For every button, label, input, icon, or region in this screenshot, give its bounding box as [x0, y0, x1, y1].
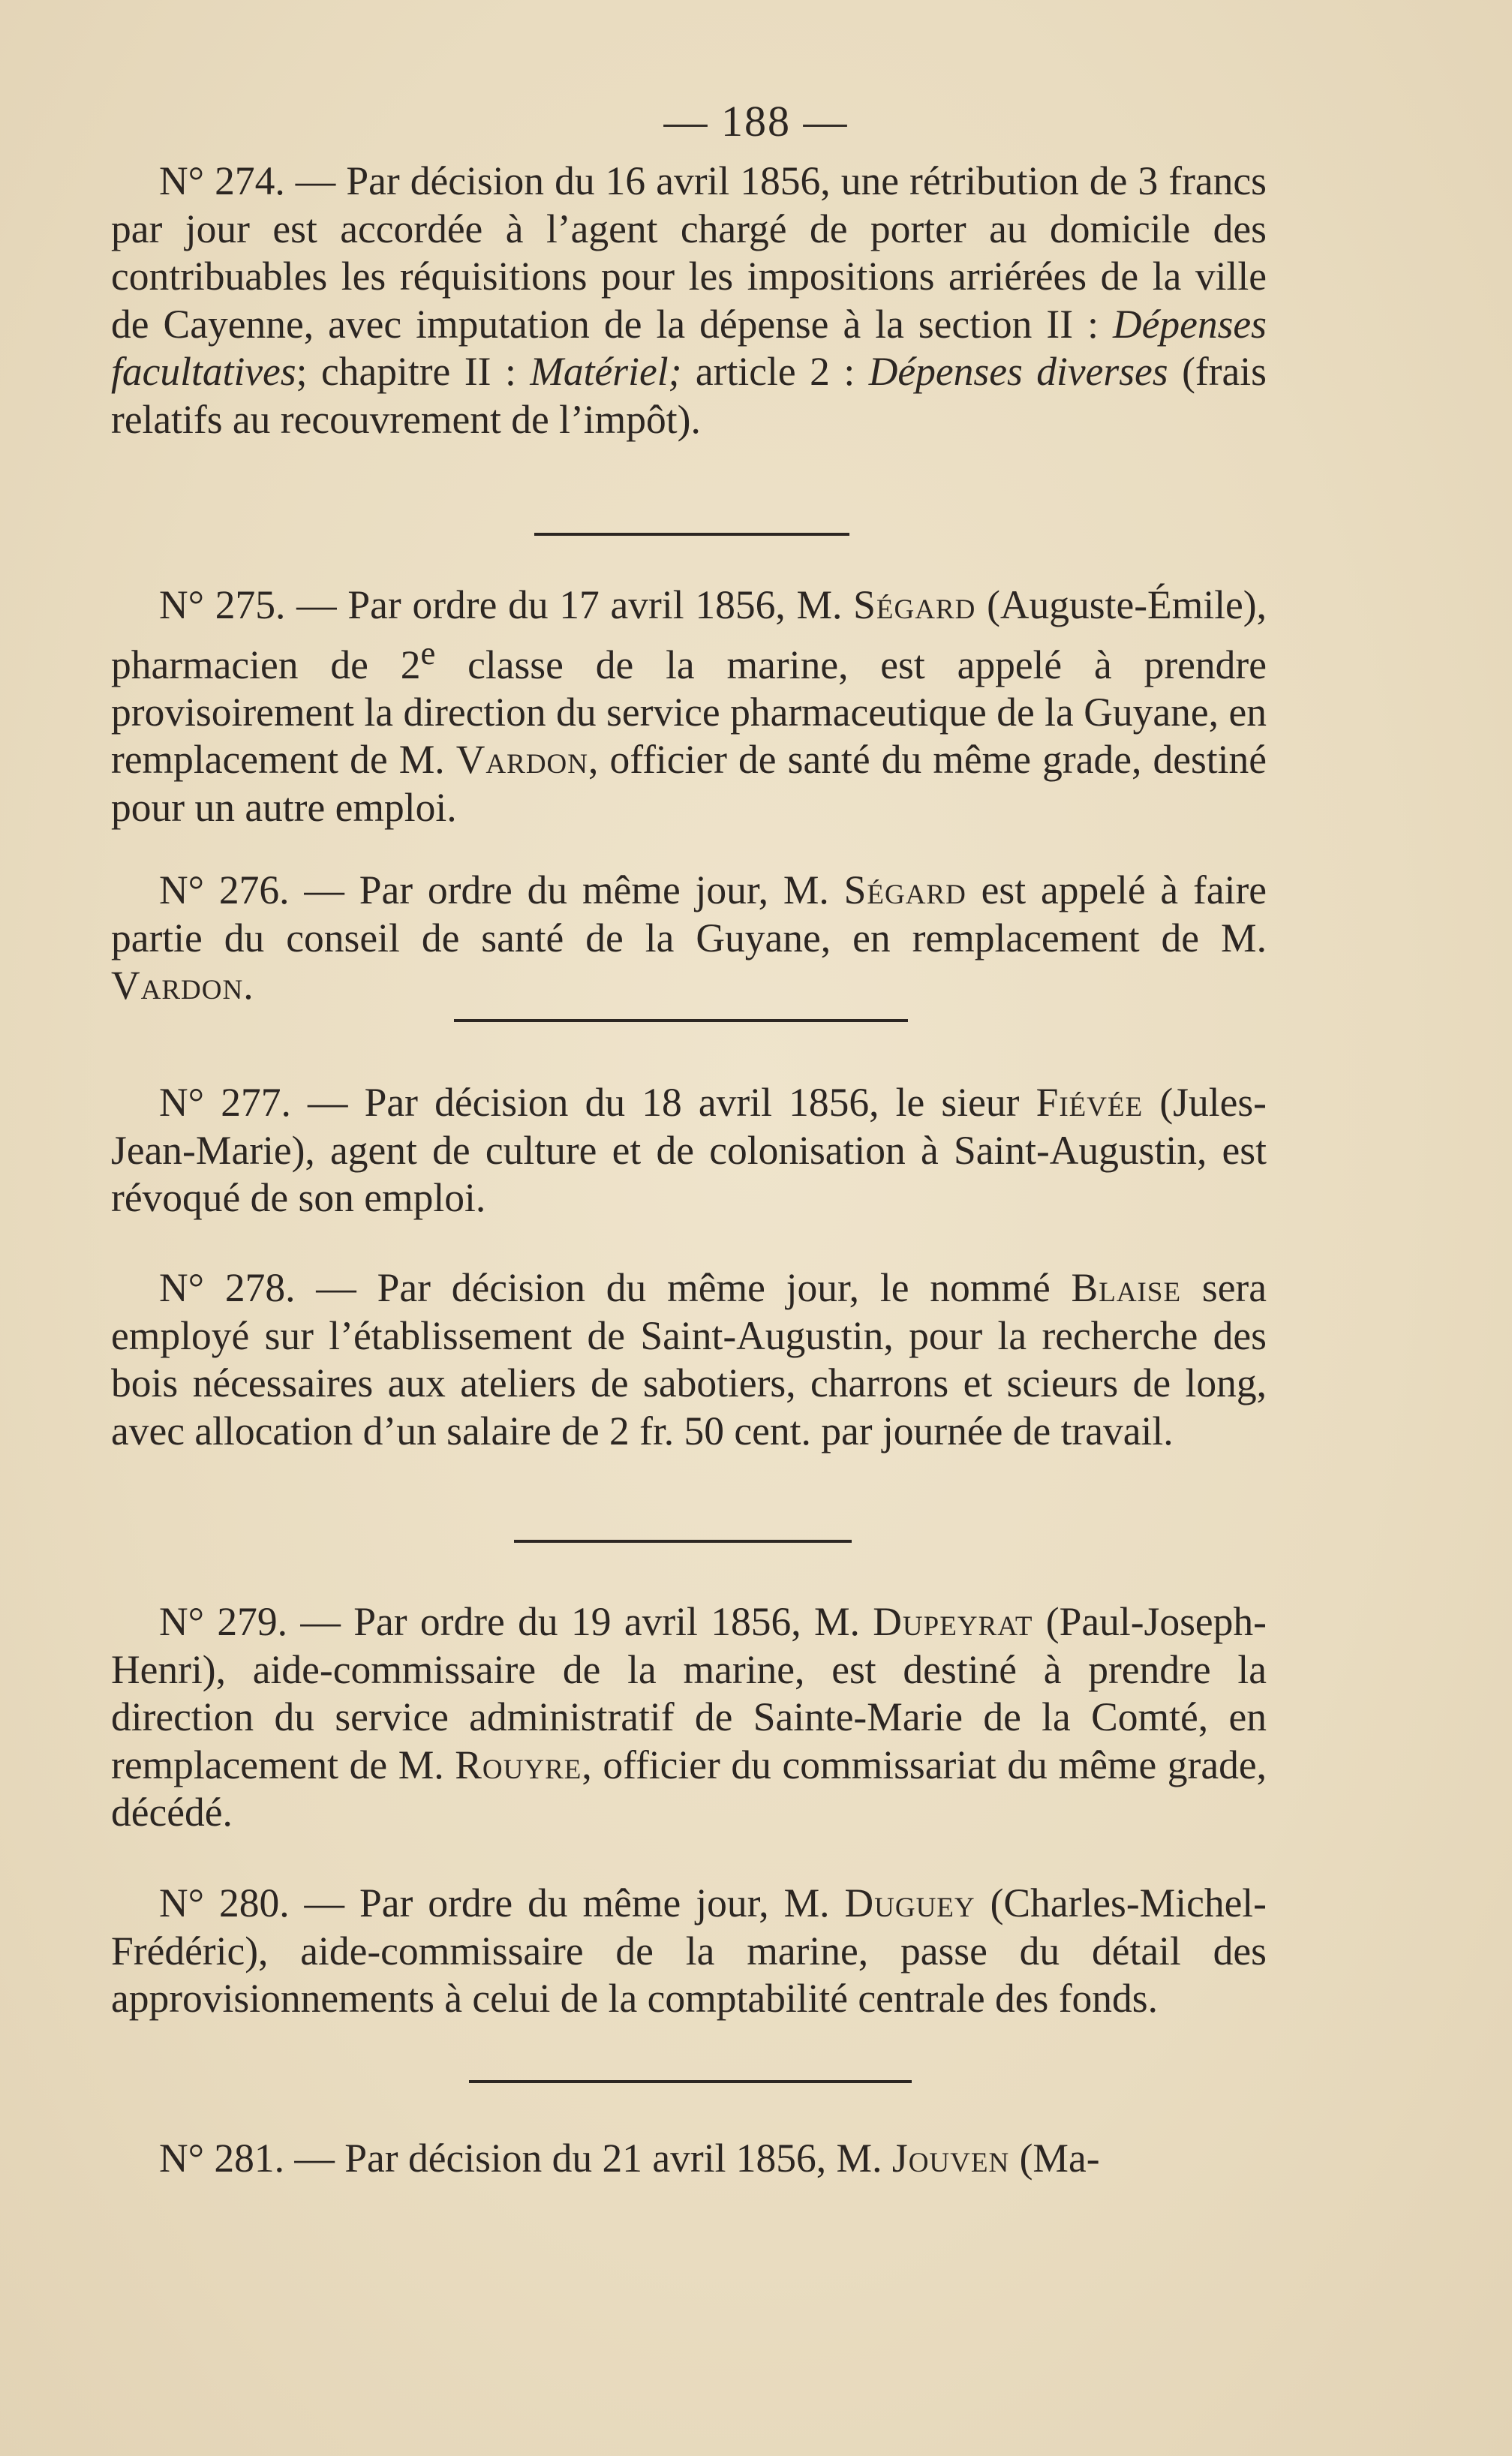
entry-277: N° 277. — Par décision du 18 avril 1856, le sieur Fiévée (Jules-Jean-Marie), agent de culture et de colonisation à Saint-Augustin, est révoqué de son emploi. — [111, 1080, 1267, 1220]
separator-rule — [454, 1019, 908, 1022]
person-name: Blaise — [1071, 1265, 1182, 1310]
person-name: Ségard — [853, 582, 976, 627]
entry-274: N° 274. — Par décision du 16 avril 1856, une rétribution de 3 francs par jour est accordée à l’agent chargé de porter au domicile des contribuables les réquisitions pour les impositions arriérées de la ville de Cayenne, avec imputation de la dépense à la section II : Dépenses facultatives; chapitre II : Matériel; article 2 : Dépenses diverses (frais relatifs au recouvrement de l’impôt). — [111, 158, 1267, 442]
entry-276: N° 276. — Par ordre du même jour, M. Ségard est appelé à faire partie du conseil de santé de la Guyane, en remplacement de M. Vardon. — [111, 867, 1267, 1008]
person-name: Vardon — [111, 963, 244, 1008]
entry-number: N° 274. — [159, 158, 285, 203]
separator-rule — [514, 1540, 852, 1543]
page-number: — 188 — — [663, 97, 849, 146]
entry-number: N° 278. — [159, 1265, 296, 1310]
separator-rule — [534, 533, 849, 536]
person-name: Dupeyrat — [873, 1599, 1033, 1644]
entry-number: N° 277. — [159, 1080, 291, 1125]
entry-number: N° 276. — [159, 867, 290, 912]
entry-number: N° 279. — [159, 1599, 288, 1644]
person-name: Duguey — [844, 1880, 975, 1925]
entry-279: N° 279. — Par ordre du 19 avril 1856, M. Dupeyrat (Paul-Joseph-Henri), aide-commissaire de la marine, est destiné à prendre la direction du service administratif de Sainte-Marie de la Comté, en remplacement de M. Rouyre, officier du commissariat du même grade, décédé. — [111, 1599, 1267, 1835]
entry-278: N° 278. — Par décision du même jour, le nommé Blaise sera employé sur l’établissement de Saint-Augustin, pour la recherche des bois nécessaires aux ateliers de sabotiers, charrons et scieurs de long, avec allocation d’un salaire de 2 fr. 50 cent. par journée de travail. — [111, 1265, 1267, 1453]
person-name: Jouven — [891, 2136, 1010, 2181]
entry-281: N° 281. — Par décision du 21 avril 1856, M. Jouven (Ma- — [159, 2136, 1100, 2181]
person-name: Fiévée — [1036, 1080, 1144, 1125]
entry-275: N° 275. — Par ordre du 17 avril 1856, M. Ségard (Auguste-Émile), pharmacien de 2e classe de la marine, est appelé à prendre provisoirement la direction du service pharmaceutique de la Guyane, en remplacement de M. Vardon, officier de santé du même grade, destiné pour un autre emploi. — [111, 582, 1267, 830]
person-name: Rouyre — [455, 1742, 582, 1787]
entry-number: N° 275. — [159, 582, 286, 627]
person-name: Vardon — [455, 737, 588, 783]
person-name: Ségard — [843, 867, 966, 912]
entry-number: N° 280. — [159, 1880, 290, 1925]
entry-number: N° 281. — [159, 2136, 285, 2181]
entry-280: N° 280. — Par ordre du même jour, M. Duguey (Charles-Michel-Frédéric), aide-commissaire de la marine, passe du détail des approvisionnements à celui de la comptabilité centrale des fonds. — [111, 1880, 1267, 2021]
separator-rule — [469, 2080, 912, 2083]
